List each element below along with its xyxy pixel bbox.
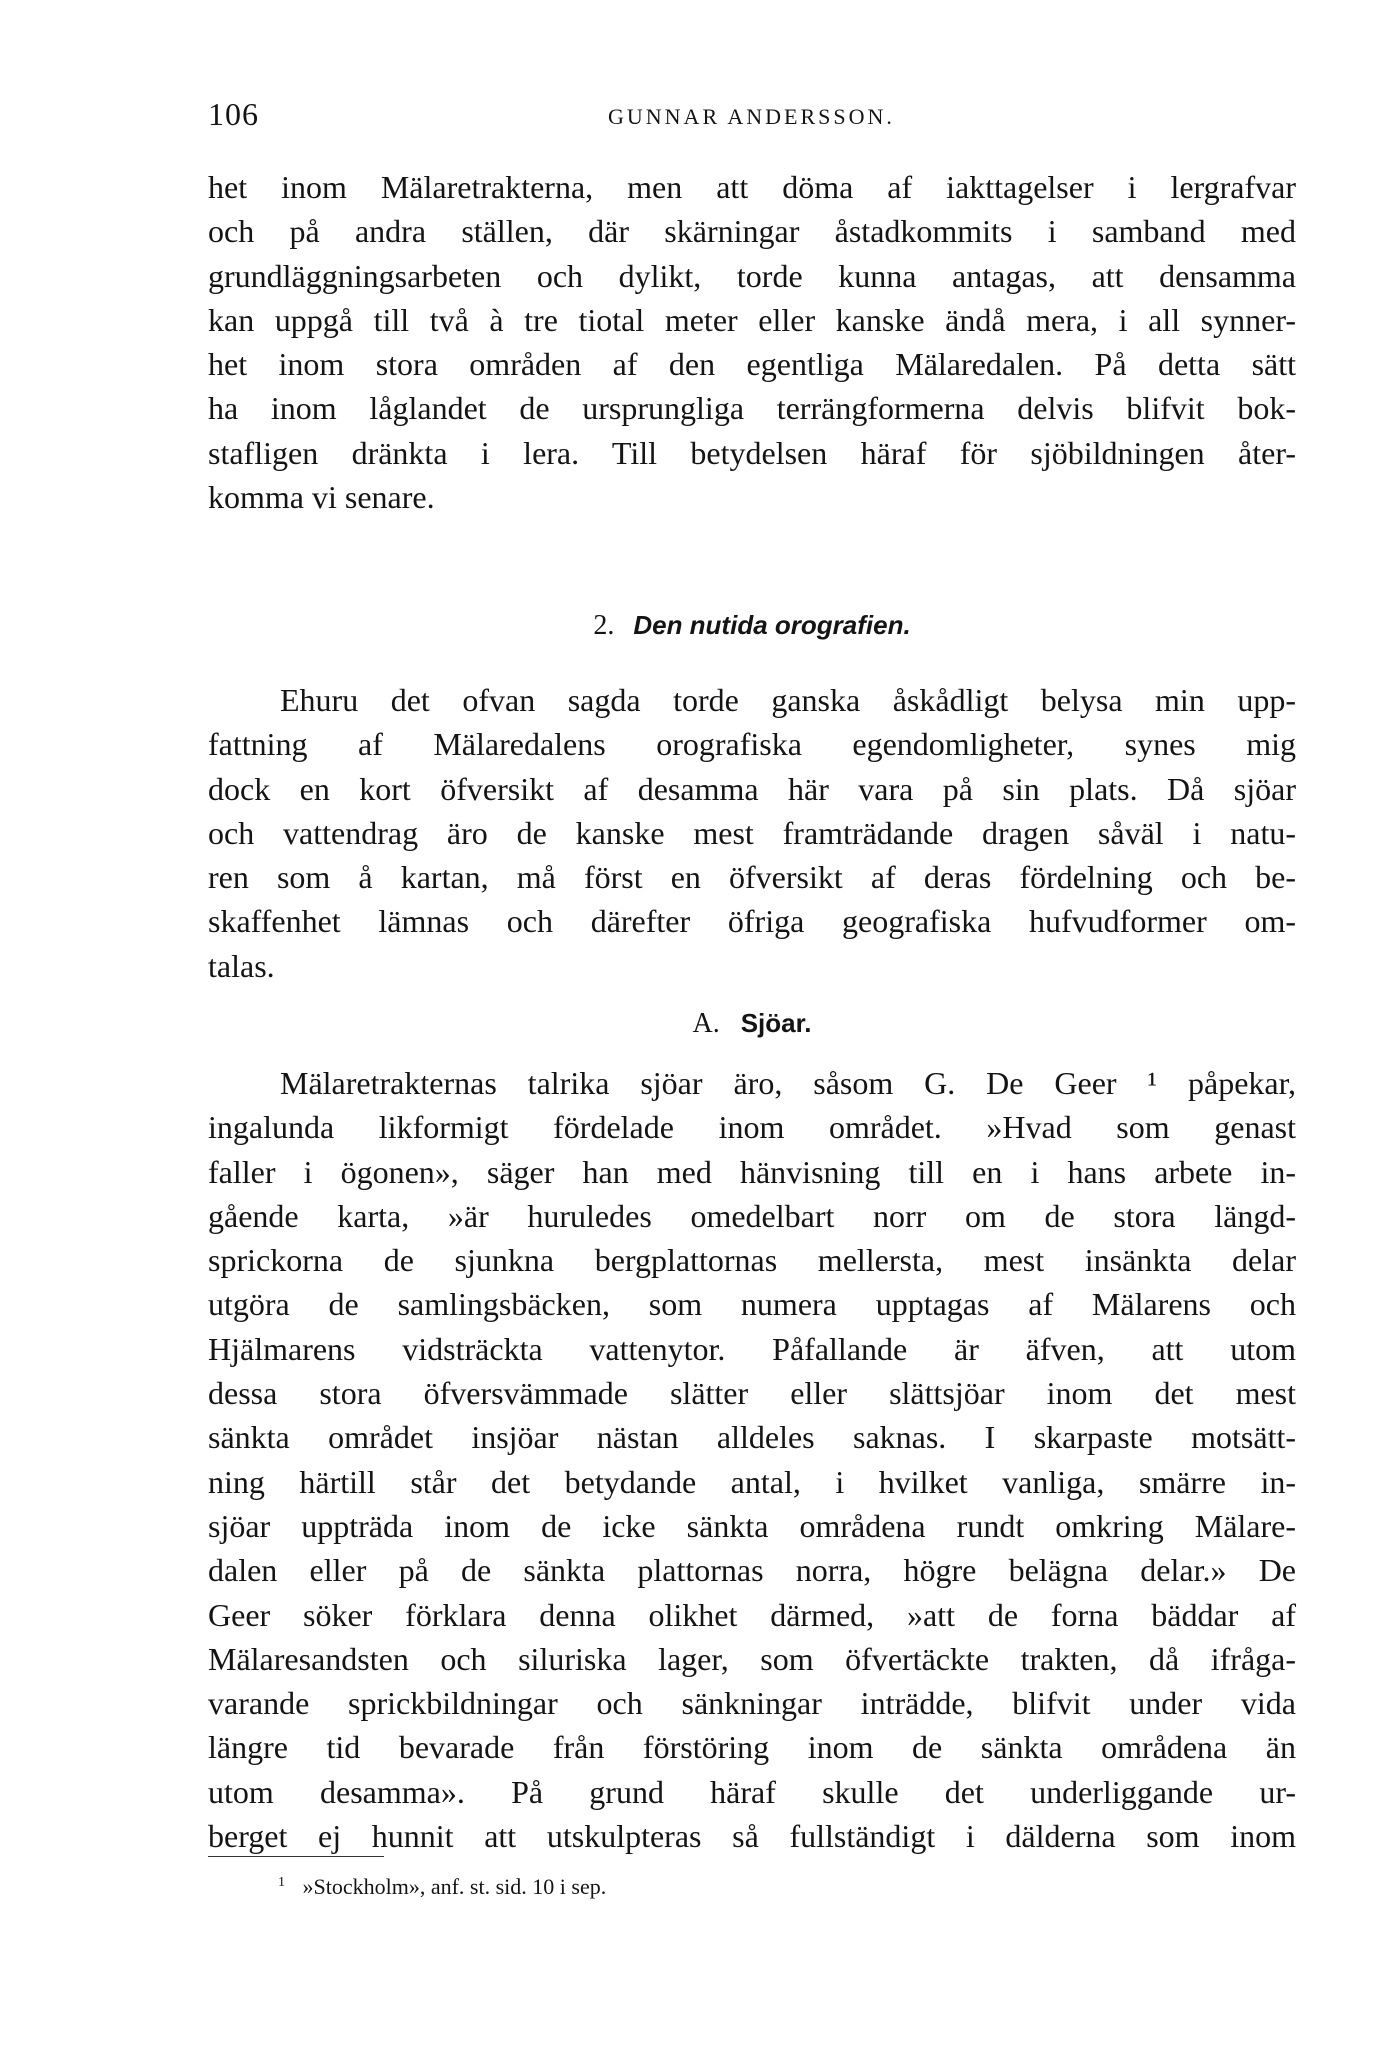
section-number: 2. (593, 610, 615, 641)
text-line: dock en kort öfversikt af desamma här vara på sin plats. Då sjöar (208, 770, 1296, 807)
text-line: Geer söker förklara denna olikhet därmed, »att de forna bäddar af (208, 1596, 1296, 1633)
subsection-heading (208, 1008, 1296, 1040)
text-line: ingalunda likformigt fördelade inom området. »Hvad som genast (208, 1109, 1296, 1146)
text-line: sprickorna de sjunkna bergplattornas mellersta, mest insänkta delar (208, 1242, 1296, 1279)
text-line: ning härtill står det betydande antal, i hvilket vanliga, smärre in- (208, 1463, 1296, 1500)
paragraph-3 (208, 1061, 1296, 1858)
subsection-title: Sjöar. (740, 1008, 812, 1038)
text-line: stafligen dränkta i lera. Till betydelsen häraf för sjöbildningen åter- (208, 434, 1296, 471)
paragraph-1 (208, 165, 1296, 519)
text-line: sjöar uppträda inom de icke sänkta områdena rundt omkring Mälare- (208, 1507, 1296, 1544)
footnote-text: »Stockholm», anf. st. sid. 10 i sep. (302, 1874, 607, 1899)
text-line: komma vi senare. (208, 479, 435, 516)
text-line: sänkta området insjöar nästan alldeles saknas. I skarpaste motsätt- (208, 1419, 1296, 1456)
text-line: skaffenhet lämnas och därefter öfriga geografiska hufvudformer om- (208, 903, 1296, 940)
text-line: utgöra de samlingsbäcken, som numera upptagas af Mälarens och (208, 1286, 1296, 1323)
subsection-letter: A. (692, 1008, 720, 1039)
text-line: fattning af Mälaredalens orografiska egendomligheter, synes mig (208, 726, 1296, 763)
section-heading (208, 610, 1296, 642)
page-header (208, 96, 1296, 136)
text-line: het inom stora områden af den egentliga Mälaredalen. På detta sätt (208, 346, 1296, 383)
text-line: faller i ögonen», säger han med hänvisning till en i hans arbete in- (208, 1153, 1296, 1190)
footnote-divider (208, 1856, 384, 1857)
paragraph-2 (208, 678, 1296, 988)
running-head: GUNNAR ANDERSSON. (608, 104, 895, 129)
text-line: ha inom låglandet de ursprungliga terrängformerna delvis blifvit bok- (208, 390, 1296, 427)
text-line: talas. (208, 947, 275, 984)
text-line: kan uppgå till två à tre tiotal meter eller kanske ändå mera, i all synner- (208, 301, 1296, 338)
text-line: grundläggningsarbeten och dylikt, torde kunna antagas, att densamma (208, 257, 1296, 294)
text-line: utom desamma». På grund häraf skulle det underliggande ur- (208, 1773, 1296, 1810)
text-line: längre tid bevarade från förstöring inom de sänkta områdena än (208, 1729, 1296, 1766)
text-line: ren som å kartan, må först en öfversikt af deras fördelning och be- (208, 859, 1296, 896)
page-number: 106 (208, 96, 259, 132)
text-line: Mälaretrakternas talrika sjöar äro, såsom G. De Geer ¹ påpekar, (280, 1065, 1296, 1101)
text-line: Mälaresandsten och siluriska lager, som öfvertäckte trakten, då ifråga- (208, 1640, 1296, 1677)
text-line: och vattendrag äro de kanske mest framträdande dragen såväl i natu- (208, 814, 1296, 851)
text-line: dessa stora öfversvämmade slätter eller slättsjöar inom det mest (208, 1375, 1296, 1412)
footnote-mark: 1 (278, 1874, 285, 1890)
section-title: Den nutida orografien. (633, 610, 911, 640)
text-line: het inom Mälaretrakterna, men att döma af iakttagelser i lergrafvar (208, 169, 1296, 205)
text-line: och på andra ställen, där skärningar åstadkommits i samband med (208, 213, 1296, 250)
text-line: Hjälmarens vidsträckta vattenytor. Påfallande är äfven, att utom (208, 1330, 1296, 1367)
footnote (278, 1874, 606, 1900)
text-line: varande sprickbildningar och sänkningar inträdde, blifvit under vida (208, 1685, 1296, 1722)
text-line: berget ej hunnit att utskulpteras så fullständigt i dälderna som inom (208, 1818, 1296, 1855)
text-line: Ehuru det ofvan sagda torde ganska åskådligt belysa min upp- (280, 682, 1296, 718)
text-line: gående karta, »är huruledes omedelbart norr om de stora längd- (208, 1197, 1296, 1234)
text-line: dalen eller på de sänkta plattornas norra, högre belägna delar.» De (208, 1552, 1296, 1589)
